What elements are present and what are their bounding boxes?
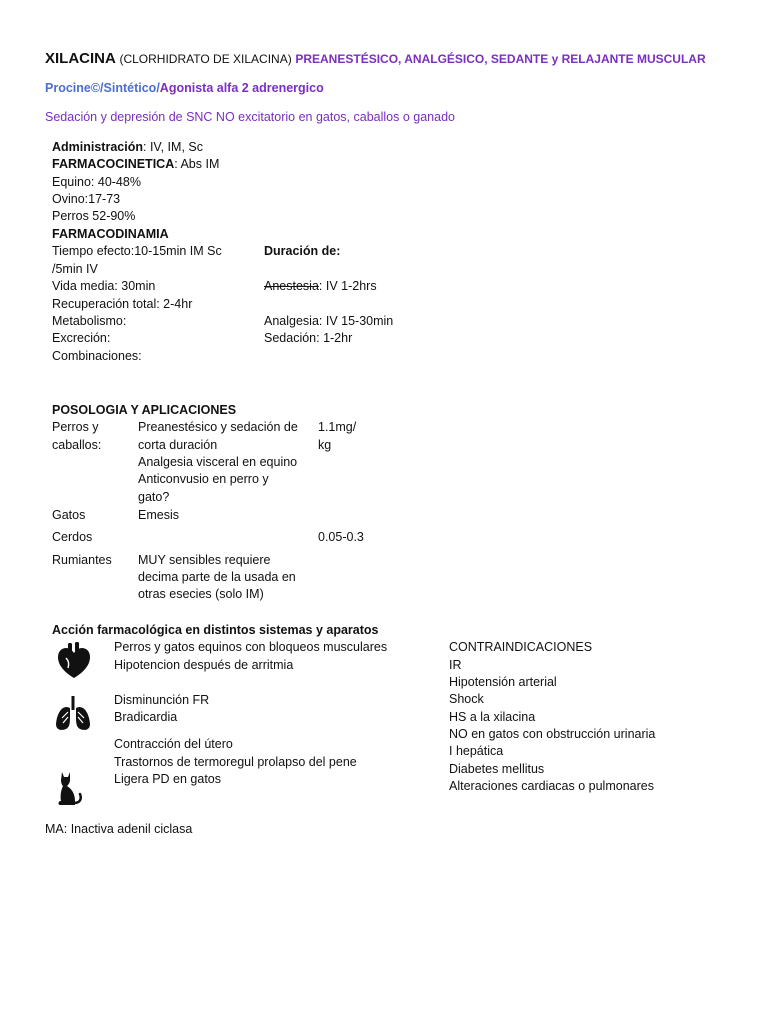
admin-value: : IV, IM, Sc [143,140,203,154]
anestesia-label: Anestesia [264,279,319,293]
posologia-row1-species-2: caballos: [52,438,102,452]
contra-item: Alteraciones cardiacas o pulmonares [449,779,654,793]
sedacion-line: Sedación: 1-2hr [264,331,353,345]
ovino-line: Ovino:17-73 [52,192,121,206]
posologia-row1-dose-1: 1.1mg/ [318,420,357,434]
posologia-row1-use-4: Anticonvusio en perro y [138,472,269,486]
drug-origin-class [45,81,324,95]
metabolismo-line: Metabolismo: [52,314,127,328]
anestesia-value: : IV 1-2hrs [318,279,377,293]
lungs-icon [53,694,93,734]
mechanism-of-action: MA: Inactiva adenil ciclasa [45,822,193,836]
drug-description: Sedación y depresión de SNC NO excitatorio en gatos, caballos o ganado [45,110,455,124]
contra-item: IR [449,658,462,672]
contra-item: Diabetes mellitus [449,762,545,776]
contra-item: NO en gatos con obstrucción urinaria [449,727,656,741]
drug-class: Agonista alfa 2 adrenergico [159,81,324,95]
drug-name: XILACINA [45,50,116,67]
contra-item: Hipotensión arterial [449,675,557,689]
posologia-row1-dose-2: kg [318,438,332,452]
posologia-row4-use-2: decima parte de la usada en [138,570,296,584]
contra-item: I hepática [449,744,504,758]
posologia-row3-dose: 0.05-0.3 [318,530,364,544]
tiempo-efecto-line-1: Tiempo efecto:10-15min IM Sc [52,244,222,258]
posologia-row4-use-1: MUY sensibles requiere [138,553,271,567]
accion-heading: Acción farmacológica en distintos sistemas y aparatos [52,623,379,637]
drug-origin: Procine©/Sintético/ [45,81,160,95]
duracion-heading: Duración de: [264,244,341,258]
farmacocinetica-label: FARMACOCINETICA [52,157,175,171]
posologia-row2-species: Gatos [52,508,86,522]
farmacocinetica-value: : Abs IM [174,157,220,171]
posologia-row4-use-3: otras esecies (solo IM) [138,587,264,601]
contra-item: Shock [449,692,484,706]
excrecion-line: Excreción: [52,331,111,345]
posologia-heading: POSOLOGIA Y APLICACIONES [52,403,237,417]
admin-label: Administración [52,140,143,154]
anestesia-line [264,278,377,295]
equino-line: Equino: 40-48% [52,175,141,189]
tiempo-efecto-line-2: /5min IV [52,262,98,276]
posologia-row1-use-1: Preanestésico y sedación de [138,420,298,434]
perros-line: Perros 52-90% [52,209,136,223]
accion-heart-line-2: Hipotencion después de arritmia [114,658,294,672]
drug-uses: PREANESTÉSICO, ANALGÉSICO, SEDANTE y RELAJANTE MUSCULAR [295,52,706,66]
accion-repro-line-3: Ligera PD en gatos [114,772,222,786]
contra-heading: CONTRAINDICACIONES [449,640,593,654]
recuperacion-line: Recuperación total: 2-4hr [52,297,193,311]
posologia-row3-species: Cerdos [52,530,93,544]
accion-heart-line-1: Perros y gatos equinos con bloqueos musculares [114,640,388,654]
accion-repro-line-2: Trastornos de termoregul prolapso del pene [114,755,357,769]
accion-repro-line-1: Contracción del útero [114,737,233,751]
accion-lungs-line-1: Disminunción FR [114,693,210,707]
document-title [45,50,706,67]
posologia-row4-species: Rumiantes [52,553,112,567]
cat-icon [52,768,92,808]
drug-fullname: (CLORHIDRATO DE XILACINA) [119,52,292,66]
posologia-row1-use-2: corta duración [138,438,218,452]
farmacocinetica-line [52,156,219,173]
farmacodinamia-heading: FARMACODINAMIA [52,227,169,241]
posologia-row1-use-3: Analgesia visceral en equino [138,455,298,469]
heart-icon [54,642,94,682]
analgesia-line: Analgesia: IV 15-30min [264,314,394,328]
admin-line [52,139,203,156]
posologia-row1-species-1: Perros y [52,420,99,434]
posologia-row2-use: Emesis [138,508,179,522]
contra-item: HS a la xilacina [449,710,536,724]
combinaciones-line: Combinaciones: [52,349,142,363]
posologia-row1-use-5: gato? [138,490,170,504]
vida-media-line: Vida media: 30min [52,279,156,293]
accion-lungs-line-2: Bradicardia [114,710,178,724]
